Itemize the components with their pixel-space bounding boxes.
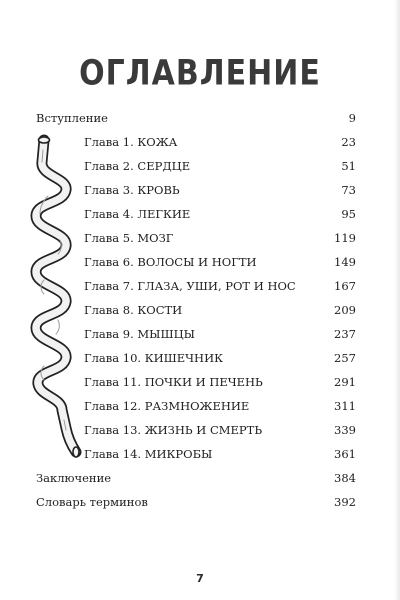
toc-entry-chapter-4: [84, 205, 356, 223]
toc-entry-label: Глава 7. ГЛАЗА, УШИ, РОТ И НОС: [84, 279, 296, 293]
toc-entry-label: Глава 8. КОСТИ: [84, 303, 183, 317]
toc-entry-conclusion: [36, 469, 356, 487]
toc-entry-label: Глава 12. РАЗМНОЖЕНИЕ: [84, 399, 250, 413]
toc-entry-page: 119: [334, 231, 356, 245]
toc-entry-label: Глава 10. КИШЕЧНИК: [84, 351, 223, 365]
toc-entry-label: Глава 3. КРОВЬ: [84, 183, 180, 197]
toc-entry-label: Глава 4. ЛЕГКИЕ: [84, 207, 191, 221]
toc-entry-chapter-3: [84, 181, 356, 199]
toc-entry-chapter-12: [84, 397, 356, 415]
page-title: ОГЛАВЛЕНИЕ: [79, 53, 321, 94]
toc-entry-label: Глава 14. МИКРОБЫ: [84, 447, 213, 461]
toc-entry-intro: [36, 109, 356, 127]
toc-entry-label: Словарь терминов: [36, 495, 148, 509]
toc-entry-label: Глава 6. ВОЛОСЫ И НОГТИ: [84, 255, 257, 269]
toc-entry-chapter-5: [84, 229, 356, 247]
toc-entry-label: Глава 11. ПОЧКИ И ПЕЧЕНЬ: [84, 375, 263, 389]
toc-entry-chapter-6: [84, 253, 356, 271]
toc-entry-chapter-14: [84, 445, 356, 463]
toc-entry-label: Глава 9. МЫШЦЫ: [84, 327, 195, 341]
toc-entry-label: Вступление: [36, 111, 108, 125]
toc-entry-page: 209: [334, 303, 356, 317]
toc-entry-chapter-11: [84, 373, 356, 391]
toc-entry-chapter-1: [84, 133, 356, 151]
toc-entry-page: 9: [348, 111, 356, 125]
toc-entry-page: 23: [341, 135, 356, 149]
page-number: 7: [196, 572, 204, 585]
toc-entry-chapter-7: [84, 277, 356, 295]
toc-entry-label: Глава 13. ЖИЗНЬ И СМЕРТЬ: [84, 423, 263, 437]
toc-entry-page: 361: [334, 447, 356, 461]
toc-entry-chapter-9: [84, 325, 356, 343]
toc-entry-label: Заключение: [36, 471, 112, 485]
toc-entry-page: 392: [334, 495, 356, 509]
toc-entry-page: 237: [334, 327, 356, 341]
toc-entry-page: 291: [334, 375, 356, 389]
toc-entry-glossary: [36, 493, 356, 511]
toc-entry-page: 384: [334, 471, 356, 485]
toc-entry-chapter-2: [84, 157, 356, 175]
toc-entry-label: Глава 1. КОЖА: [84, 135, 178, 149]
toc-entry-chapter-13: [84, 421, 356, 439]
toc-entry-page: 149: [334, 255, 356, 269]
toc-entry-chapter-8: [84, 301, 356, 319]
toc-entry-page: 95: [341, 207, 356, 221]
toc-entry-page: 51: [341, 159, 356, 173]
toc-entry-chapter-10: [84, 349, 356, 367]
toc-entry-label: Глава 5. МОЗГ: [84, 231, 174, 245]
toc-entry-page: 339: [334, 423, 356, 437]
toc-entry-label: Глава 2. СЕРДЦЕ: [84, 159, 191, 173]
toc-entry-page: 257: [334, 351, 356, 365]
toc-entry-page: 73: [341, 183, 356, 197]
toc-entry-page: 311: [334, 399, 356, 413]
toc-entry-page: 167: [334, 279, 356, 293]
